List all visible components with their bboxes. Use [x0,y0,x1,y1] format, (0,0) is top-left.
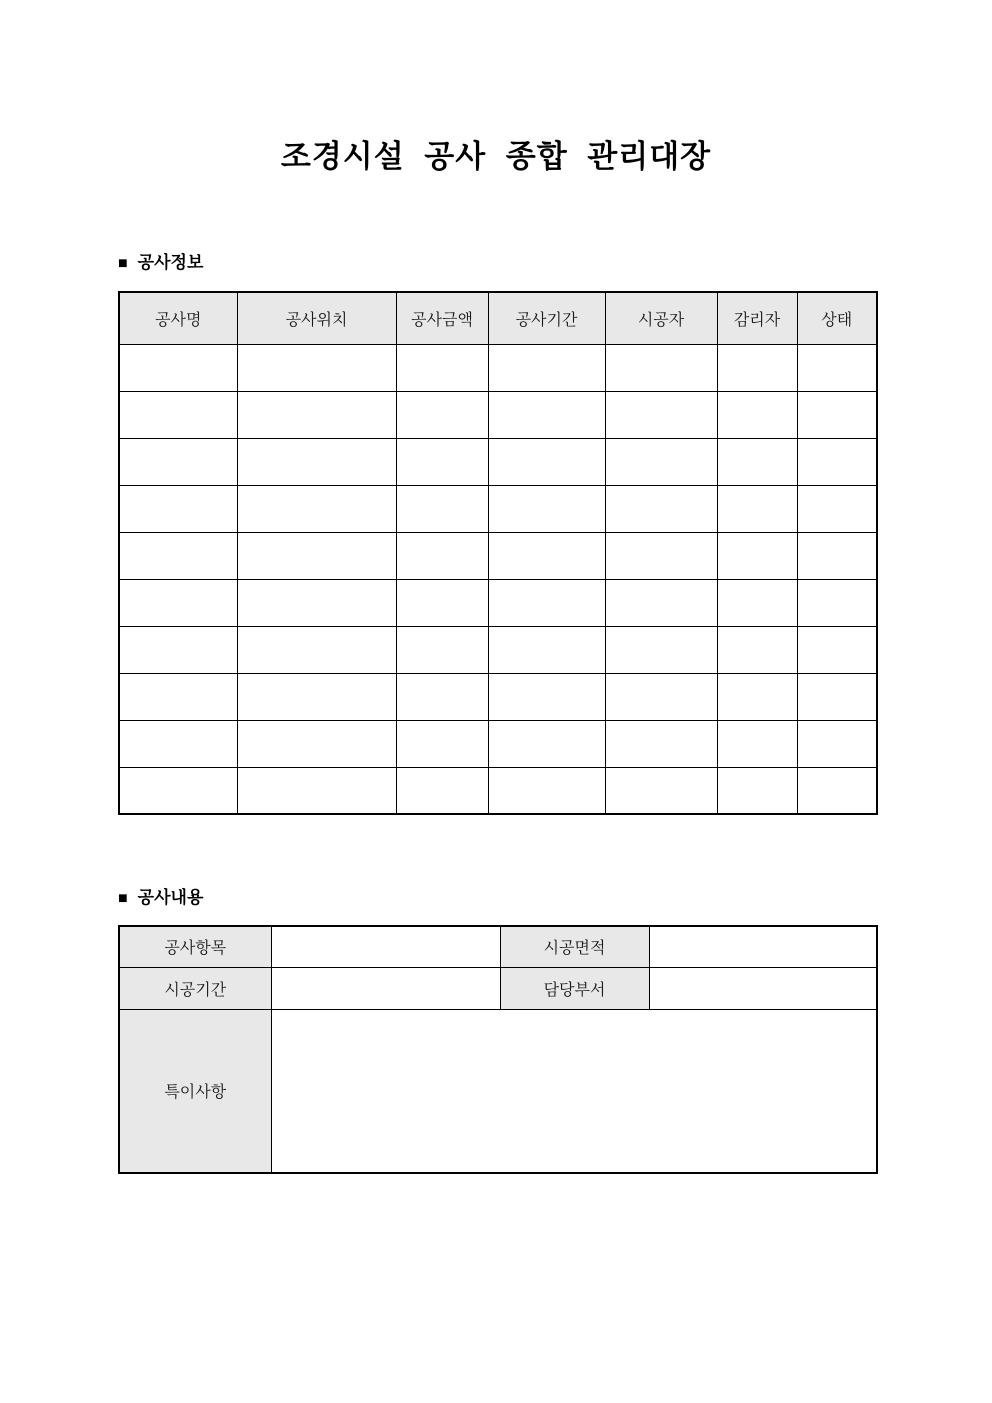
construction-area-value [649,926,877,967]
info-table-empty-cell [396,391,488,438]
info-table-empty-cell [488,532,605,579]
column-header-project-period: 공사기간 [488,292,605,344]
info-table-empty-cell [237,767,396,814]
info-table-empty-cell [237,485,396,532]
info-table-empty-cell [396,532,488,579]
info-table-empty-cell [797,579,877,626]
info-table-empty-cell [717,344,797,391]
section-header-construction-detail [118,887,203,909]
info-table-empty-cell [605,391,717,438]
info-table-empty-cell [119,720,237,767]
info-table-empty-cell [488,720,605,767]
column-header-contractor: 시공자 [605,292,717,344]
detail-row-1 [119,926,877,967]
info-table-empty-cell [605,673,717,720]
construction-item-value [271,926,500,967]
info-table-empty-row [119,673,877,720]
info-table-empty-cell [237,626,396,673]
info-table-empty-cell [717,485,797,532]
info-table-empty-cell [488,438,605,485]
info-table-empty-cell [605,438,717,485]
info-table-empty-cell [797,767,877,814]
info-table-empty-cell [119,579,237,626]
info-table-empty-cell [605,767,717,814]
info-table-empty-cell [605,532,717,579]
construction-period-label: 시공기간 [119,967,271,1009]
info-table-empty-cell [119,438,237,485]
section-title-construction-detail: 공사내용 [137,888,204,907]
info-table-empty-cell [797,485,877,532]
info-table-empty-cell [488,344,605,391]
info-table-empty-cell [396,626,488,673]
detail-row-2 [119,967,877,1009]
construction-area-label: 시공면적 [500,926,649,967]
info-table-empty-cell [237,438,396,485]
construction-item-label: 공사항목 [119,926,271,967]
info-table-empty-cell [717,579,797,626]
info-table-empty-cell [797,532,877,579]
info-table-empty-cell [237,720,396,767]
info-table-empty-cell [717,626,797,673]
department-value [649,967,877,1009]
info-table-empty-row [119,767,877,814]
info-table-empty-cell [396,438,488,485]
info-table-header-row [119,292,877,344]
column-header-supervisor: 감리자 [717,292,797,344]
department-label: 담당부서 [500,967,649,1009]
info-table-empty-cell [237,391,396,438]
info-table-empty-row [119,720,877,767]
info-table-empty-cell [717,438,797,485]
info-table-empty-cell [119,391,237,438]
info-table-empty-row [119,532,877,579]
info-table-empty-cell [396,720,488,767]
info-table-empty-cell [119,673,237,720]
info-table-empty-row [119,485,877,532]
info-table-empty-cell [605,579,717,626]
info-table-empty-cell [488,391,605,438]
info-table-empty-cell [605,720,717,767]
info-table-empty-cell [396,485,488,532]
info-table-empty-row [119,626,877,673]
column-header-project-amount: 공사금액 [396,292,488,344]
construction-period-value [271,967,500,1009]
info-table-empty-cell [119,485,237,532]
info-table-empty-cell [396,579,488,626]
info-table-empty-cell [797,673,877,720]
info-table-empty-cell [717,720,797,767]
square-bullet-icon: ■ [118,255,128,272]
info-table-empty-cell [237,344,396,391]
info-table-empty-cell [119,626,237,673]
section-header-construction-info [118,252,203,274]
notes-value [271,1009,877,1173]
info-table-empty-cell [396,344,488,391]
column-header-project-location: 공사위치 [237,292,396,344]
info-table-empty-cell [119,767,237,814]
info-table-empty-cell [797,391,877,438]
info-table-empty-cell [488,579,605,626]
info-table-empty-cell [797,438,877,485]
info-table-empty-row [119,391,877,438]
info-table-empty-cell [797,720,877,767]
section-title-construction-info: 공사정보 [137,253,204,272]
info-table-empty-row [119,344,877,391]
info-table-empty-cell [119,532,237,579]
info-table-empty-cell [488,673,605,720]
construction-detail-table [118,925,878,1174]
info-table-empty-cell [488,767,605,814]
info-table-empty-cell [396,767,488,814]
square-bullet-icon: ■ [118,890,128,907]
info-table-empty-cell [605,344,717,391]
info-table-empty-row [119,438,877,485]
info-table-empty-cell [717,532,797,579]
construction-info-table [118,291,878,815]
info-table-empty-cell [237,579,396,626]
info-table-empty-cell [717,391,797,438]
info-table-empty-cell [396,673,488,720]
info-table-empty-cell [717,767,797,814]
info-table-empty-cell [488,626,605,673]
page-title: 조경시설 공사 종합 관리대장 [280,139,712,174]
info-table-empty-cell [797,344,877,391]
info-table-empty-cell [237,532,396,579]
info-table-empty-cell [797,626,877,673]
detail-row-notes [119,1009,877,1173]
info-table-empty-cell [605,485,717,532]
info-table-empty-row [119,579,877,626]
column-header-project-name: 공사명 [119,292,237,344]
construction-info-body [119,344,877,814]
column-header-status: 상태 [797,292,877,344]
notes-label: 특이사항 [119,1009,271,1173]
info-table-empty-cell [488,485,605,532]
info-table-empty-cell [717,673,797,720]
info-table-empty-cell [605,626,717,673]
info-table-empty-cell [119,344,237,391]
info-table-empty-cell [237,673,396,720]
